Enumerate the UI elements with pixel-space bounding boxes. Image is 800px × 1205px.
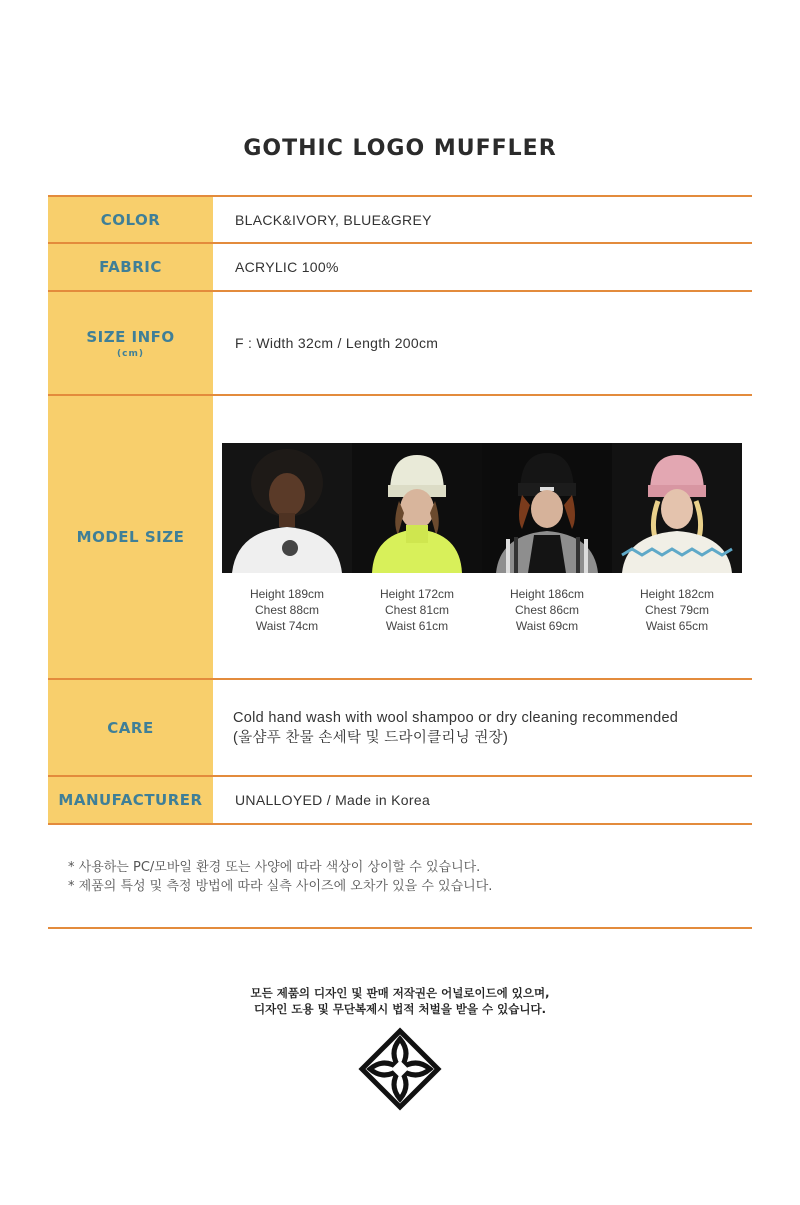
row-manufacturer — [48, 777, 752, 825]
row-model-size — [48, 396, 752, 680]
model-caption-1 — [222, 586, 352, 634]
care-line-english: Cold hand wash with wool shampoo or dry cleaning recommended — [233, 709, 679, 726]
model-1-height: Height 189cm — [249, 587, 325, 601]
model-photo-3 — [482, 443, 612, 573]
copyright-notice — [0, 985, 800, 1017]
model-2-chest: Chest 81cm — [384, 603, 450, 617]
model-caption-3 — [482, 586, 612, 634]
label-size-info — [48, 292, 213, 394]
spec-table — [48, 195, 752, 825]
model-4-height: Height 182cm — [639, 587, 715, 601]
model-caption-4 — [612, 586, 742, 634]
model-4-chest: Chest 79cm — [644, 603, 710, 617]
label-color: COLOR — [48, 197, 213, 242]
model-2-height: Height 172cm — [379, 587, 455, 601]
model-photo-strip — [222, 443, 742, 573]
model-3-chest: Chest 86cm — [514, 603, 580, 617]
note-color: * 사용하는 PC/모바일 환경 또는 사양에 따라 색상이 상이할 수 있습니다. — [68, 860, 481, 875]
model-1-waist: Waist 74cm — [255, 619, 319, 633]
care-line-korean: (울샴푸 찬물 손세탁 및 드라이클리닝 권장) — [233, 729, 509, 746]
label-manufacturer: MANUFACTURER — [48, 777, 213, 823]
row-size-info — [48, 292, 752, 396]
model-caption-2 — [352, 586, 482, 634]
row-color — [48, 197, 752, 244]
row-fabric — [48, 244, 752, 292]
page-title: GOTHIC LOGO MUFFLER — [243, 136, 557, 161]
model-area — [213, 396, 752, 678]
model-2-waist: Waist 61cm — [385, 619, 449, 633]
row-care — [48, 680, 752, 777]
model-3-height: Height 186cm — [509, 587, 585, 601]
note-size: * 제품의 특성 및 측정 방법에 따라 실측 사이즈에 오차가 있을 수 있습니다. — [68, 879, 493, 894]
model-photo-1 — [222, 443, 352, 573]
label-size-unit: (cm) — [117, 348, 144, 359]
copyright-line-2: 디자인 도용 및 무단복제시 법적 처벌을 받을 수 있습니다. — [254, 1002, 546, 1016]
value-color: BLACK&IVORY, BLUE&GREY — [235, 211, 432, 228]
disclaimer-notes — [68, 858, 492, 896]
model-3-waist: Waist 69cm — [515, 619, 579, 633]
label-care: CARE — [48, 680, 213, 775]
value-fabric: ACRYLIC 100% — [235, 259, 339, 275]
value-care — [213, 680, 752, 775]
label-size-info-text: SIZE INFO — [86, 327, 175, 346]
model-1-chest: Chest 88cm — [254, 603, 320, 617]
label-fabric: FABRIC — [48, 244, 213, 290]
model-photo-4 — [612, 443, 742, 573]
value-size-info: F : Width 32cm / Length 200cm — [235, 335, 439, 351]
model-captions — [222, 586, 742, 634]
divider — [48, 927, 752, 929]
copyright-line-1: 모든 제품의 디자인 및 판매 저작권은 어널로이드에 있으며, — [250, 986, 550, 1000]
value-manufacturer: UNALLOYED / Made in Korea — [235, 792, 431, 808]
model-4-waist: Waist 65cm — [645, 619, 709, 633]
model-photo-2 — [352, 443, 482, 573]
label-model-size: MODEL SIZE — [48, 396, 213, 678]
brand-logo-icon — [358, 1027, 442, 1111]
